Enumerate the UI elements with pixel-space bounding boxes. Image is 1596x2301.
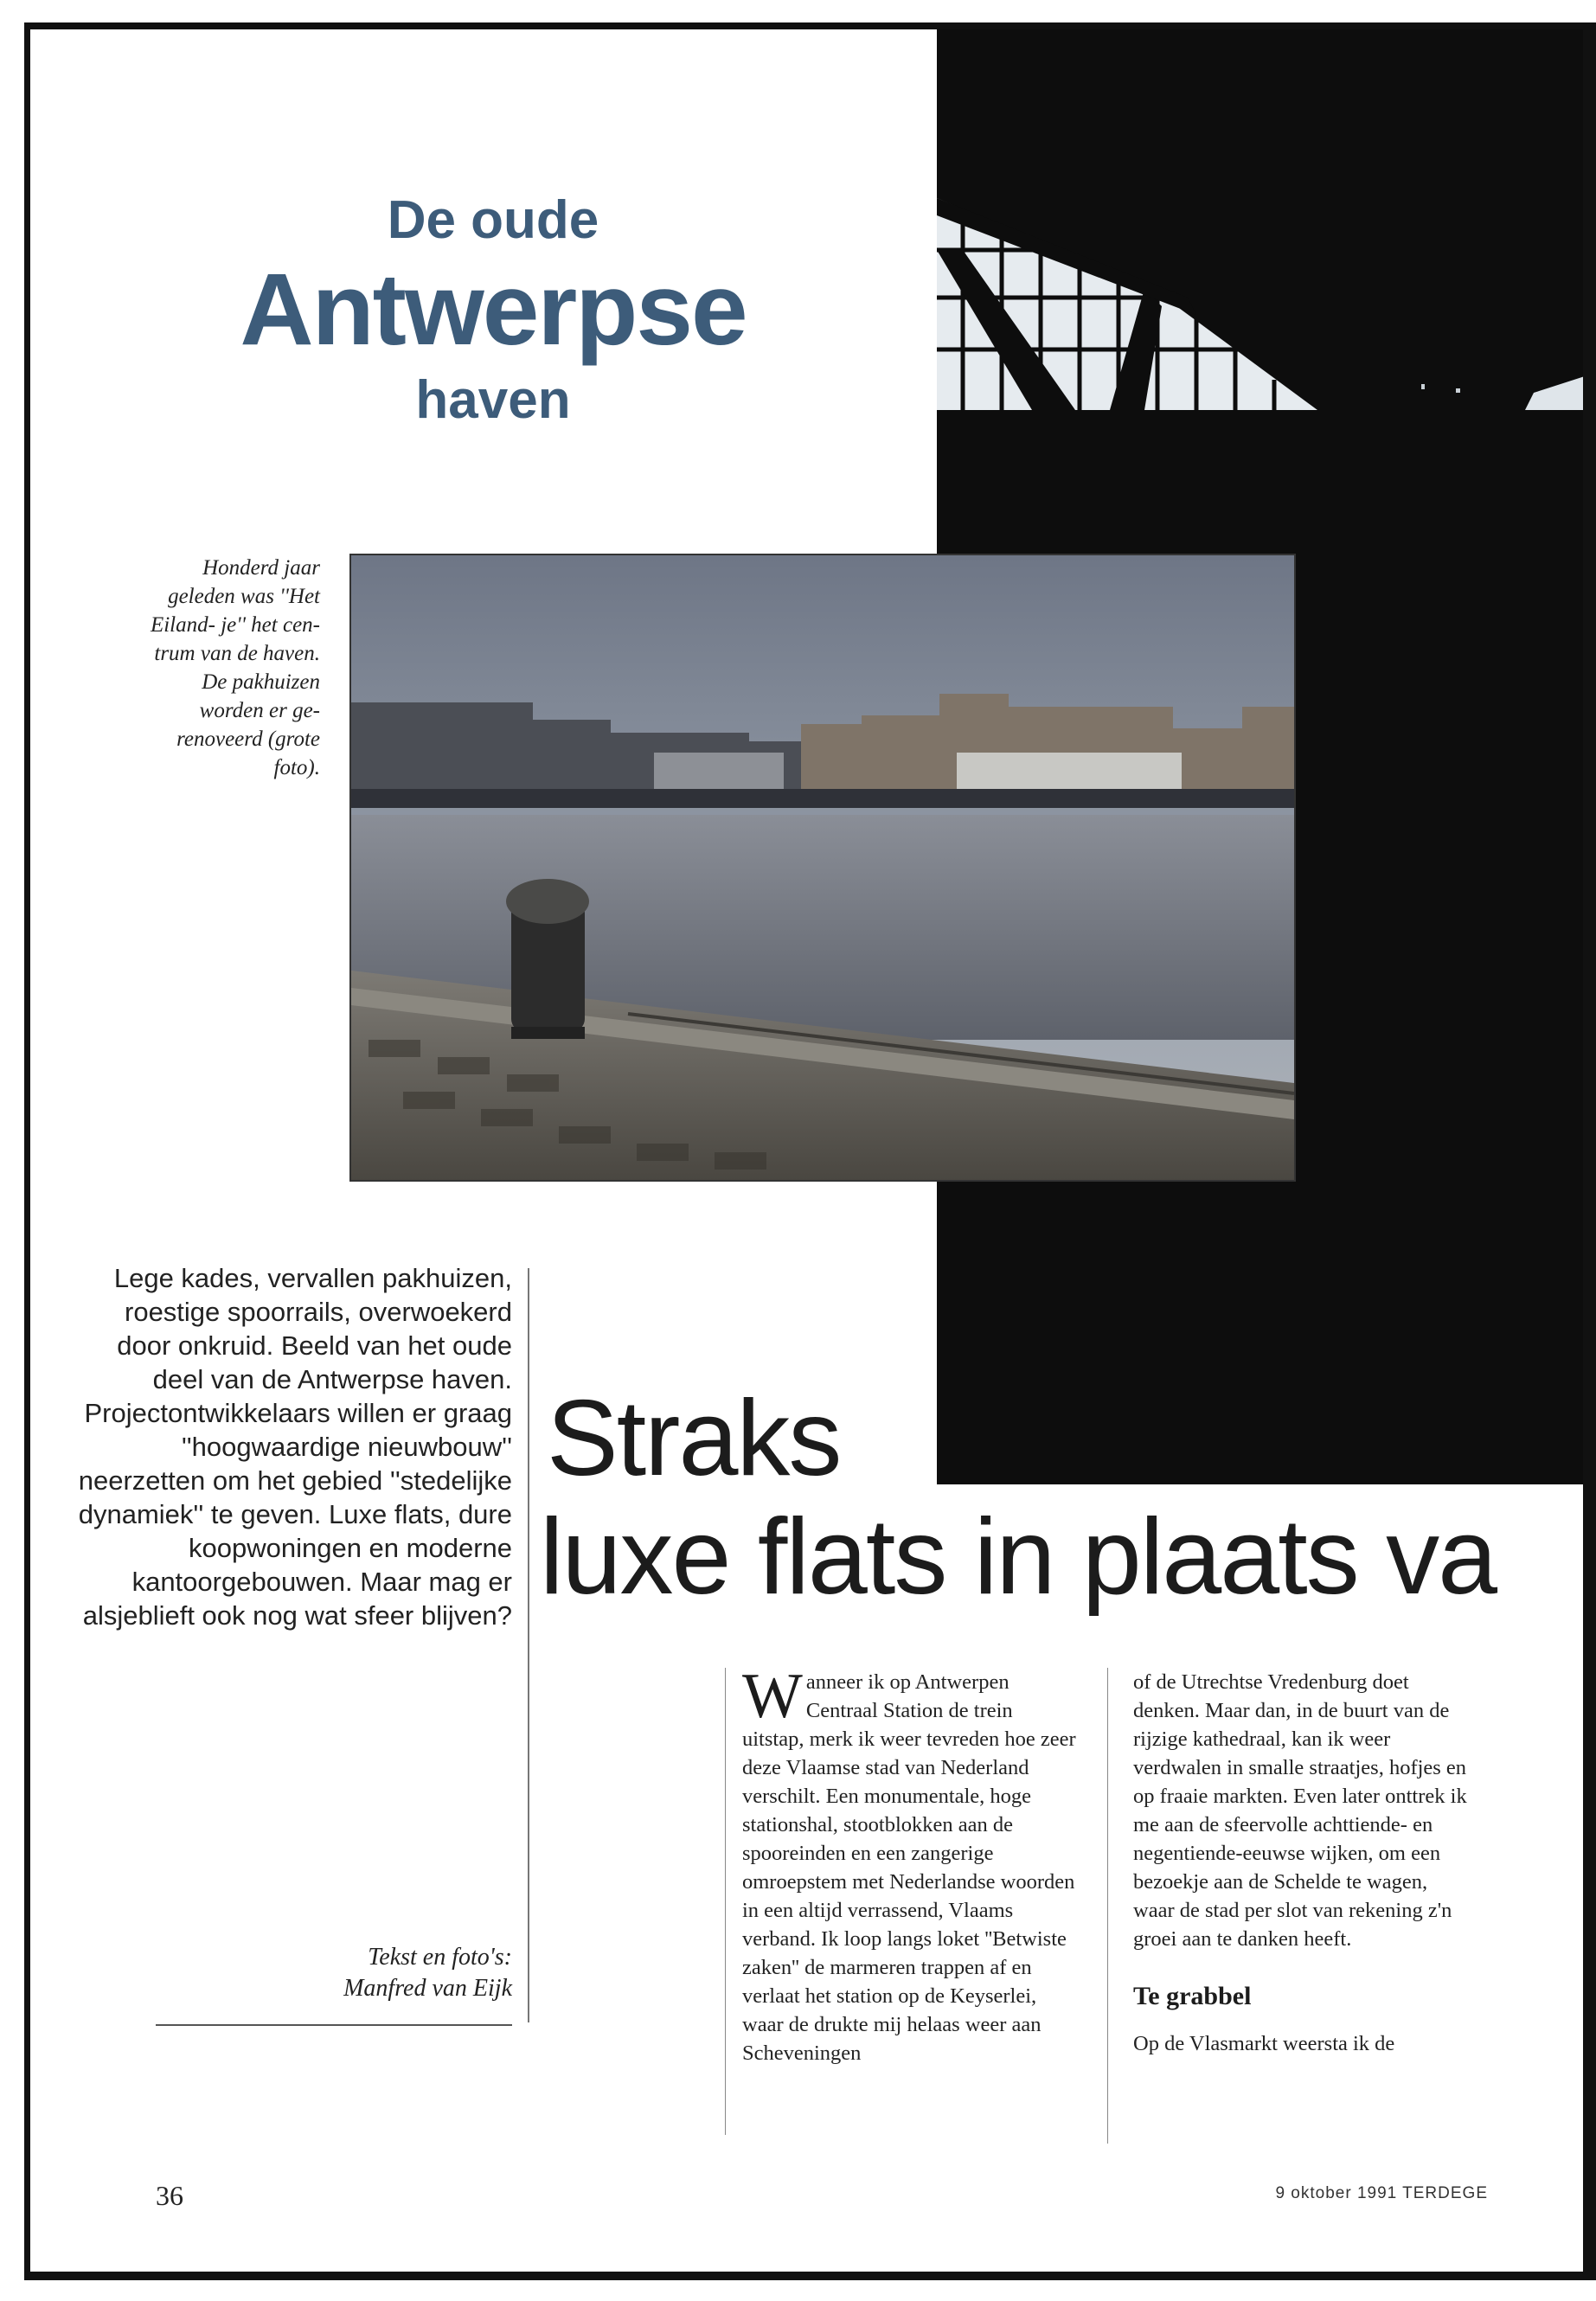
section-subhead: Te grabbel — [1133, 1982, 1252, 2010]
column-2-text: of de Utrechtse Vredenburg doet denken. Maar dan, in de buurt van de rijzige kathedraal, kan ik weer verdwalen in smalle straatjes, hofjes en op fraaie markten. Even later onttrek ik me aan de sfeervolle achttiende- en negentiende-eeuwse wijken, om een bezoekje aan de Schelde te wagen, waar de stad per slot van rekening z'n groei aan te danken heeft. — [1133, 1670, 1467, 1951]
photo-caption: Honderd jaar geleden was ''Het Eiland- je'' het cen- trum van de haven. De pakhuizen worden er ge- renoveerd (grote foto). — [150, 556, 320, 779]
drop-cap: W — [742, 1661, 803, 1732]
headline-line-2-clip — [540, 1497, 1583, 1626]
credit-author: Manfred van Eijk — [343, 1975, 512, 2002]
credit-label: Tekst en foto's: — [368, 1944, 512, 1971]
article-column-2 — [1133, 1668, 1471, 2058]
headline-line-1: Straks — [547, 1379, 841, 1498]
author-credit — [260, 1942, 512, 2004]
title-line-2: Antwerpse — [240, 253, 747, 367]
harbor-scene-illustration — [351, 555, 1294, 1180]
scan-border-bottom — [24, 2272, 1596, 2280]
harbor-photo — [349, 554, 1296, 1182]
issue-footer: 9 oktober 1991 TERDEGE — [1275, 2184, 1488, 2202]
column-1-text: anneer ik op Antwerpen Centraal Station de trein uitstap, merk ik weer tevreden hoe zeer deze Vlaamse stad van Nederland verschilt. Een monumentale, hoge stationshal, stootblokken aan de spooreinden en een zangerige omroepstem met Nederlandse woorden in een altijd verrassend, Vlaams verband. Ik loop langs loket ''Betwiste zaken'' de marmeren trappen af en verlaat het station op de Keyserlei, waar de drukte mij helaas weer aan Scheveningen — [742, 1670, 1076, 2065]
title-line-3: haven — [415, 370, 571, 430]
intro-text: Lege kades, vervallen pakhuizen, roestige spoorrails, overwoekerd door onkruid. Beeld van het oude deel van de Antwerpse haven. Projectontwikkelaars willen er graag ''hoogwaardige nieuwbouw'' neerzetten om het gebied ''stedelijke dynamiek'' te geven. Luxe flats, dure koopwoningen en moderne kantoorgebouwen. Maar mag er alsjeblieft ook nog wat sfeer blijven? — [78, 1263, 512, 1631]
headline-line-2: luxe flats in plaats va — [540, 1497, 1497, 1617]
article-column-1 — [742, 1661, 1080, 2067]
column-divider-left — [725, 1668, 726, 2135]
scan-border-right — [1583, 22, 1596, 2280]
column-divider — [1107, 1668, 1108, 2144]
page-number: 36 — [156, 2180, 183, 2211]
page-title — [130, 186, 856, 437]
intro-divider — [528, 1268, 529, 2022]
column-2-continued: Op de Vlasmarkt weerstа ik de — [1133, 2032, 1395, 2055]
credit-divider — [156, 2024, 512, 2026]
scan-border-top — [24, 22, 1596, 29]
scan-border-left — [24, 22, 30, 2280]
title-line-1: De oude — [387, 190, 599, 250]
